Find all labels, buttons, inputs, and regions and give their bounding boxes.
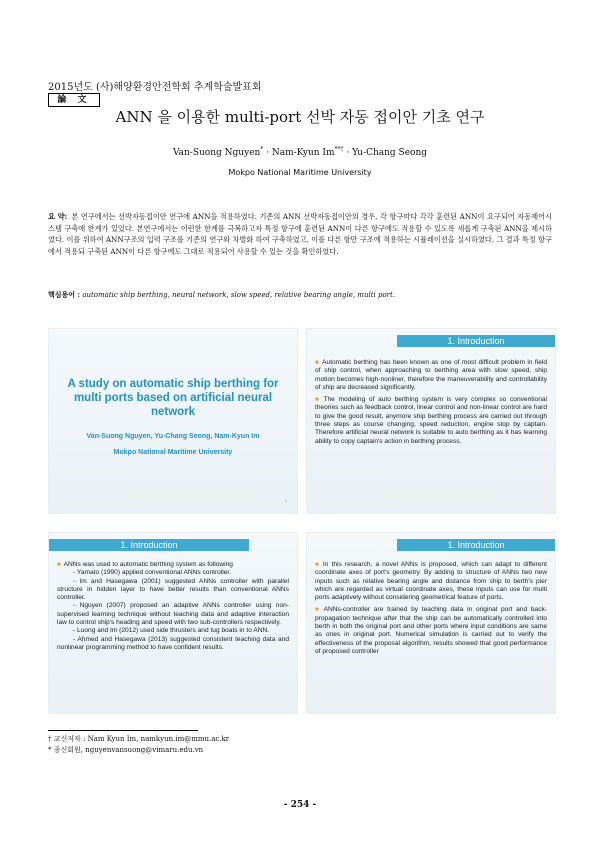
abstract-label: 요 약:: [48, 212, 68, 221]
author-3: Yu-Chang Seong: [352, 148, 428, 158]
slide-introduction-3: [306, 532, 556, 714]
slide-body: [315, 561, 547, 660]
affiliation: Mokpo National Maritime University: [228, 168, 372, 177]
author-sep-1: ·: [263, 148, 272, 158]
slide-heading: 1. Introduction: [397, 539, 555, 551]
slide-subitem: - Luong and Im (2012) used side thrusters and tug boats in to ANN.: [73, 627, 270, 635]
author-sep-2: ·: [343, 148, 353, 158]
slide-subitem: - Ahmed and Hasegawa (2013) suggested consistent teaching data and nonlinear programming method to have confident results.: [57, 635, 289, 651]
keywords: [48, 290, 552, 300]
footnote-corresponding: † 교신저자 : Nam Kyun Im, namkyun.im@mmu.ac.kr: [48, 735, 230, 743]
slide-introduction-2: [48, 532, 298, 714]
slide-subitem: - Yamato (1990) applied conventional ANNs controller.: [73, 569, 232, 577]
slide-subitem: - Nguyen (2007) proposed an adaptive ANNs controller using non-supervised learning technique without teaching data and adaptive interaction law to control ship's heading and speed with two sub-controllers respectively.: [57, 602, 289, 627]
paper-title: ANN 을 이용한 multi-port 선박 자동 접이안 기초 연구: [115, 108, 485, 126]
abstract: [48, 211, 552, 257]
slide-paragraph: ANNs-controller are trained by teaching data in original port and back-propagation technique after that the ship can be automatically controlled into berth in both the original port and other ports where input conditions are same as ones in original port. Numerical simulation is carried out to verify the effectiveness of the proposal algorithm, results showed that good performance of proposed controller: [315, 606, 548, 655]
slide-page-number: 1: [284, 498, 287, 503]
paper-type-tag: 論 文: [48, 93, 100, 107]
keywords-label: 핵심용어 :: [48, 290, 81, 299]
slide-title-text: A study on automatic ship berthing for multi ports based on artificial neural network: [67, 378, 279, 418]
footnote-divider: [48, 730, 198, 731]
bullet-icon: ■: [315, 397, 321, 404]
author-line: [0, 146, 600, 158]
author-2-mark: **†: [334, 146, 344, 153]
slide-title-authors: Van-Suong Nguyen, Yu-Chang Seong, Nam-Kyun Im: [86, 433, 260, 440]
slide-body: [57, 561, 289, 652]
bullet-icon: ■: [315, 360, 320, 366]
slide-paragraph: ANNs was used to automatic berthing system as following: [63, 561, 233, 568]
slide-title-affiliation: Mokpo National Maritime University: [113, 449, 233, 456]
page-number: - 254 -: [283, 800, 317, 810]
slide-paragraph: Automatic berthing has been known as one of most difficult problem in field of ship control, when approaching to berthing area with slow speed, ship motion becomes high-nonliner, therefore the maneuverability and controllability of ship are decreased significantly.: [315, 359, 547, 391]
keywords-text: automatic ship berthing, neural network, slow speed, relative bearing angle, multi port.: [82, 291, 396, 299]
bullet-icon: ■: [57, 562, 61, 568]
bullet-icon: ■: [315, 607, 321, 614]
slide-paragraph: The modeling of auto berthing system is very complex so conventional theories such as feedback control, linear control and non-linear control are hard to give the good result, anymore ship berthing process are carried out through three steps as course changing, speed reduction, engine stop by captain. Therefore artificial neural network is suitable to auto berthing as it has learning ability to copy captain's action in berthing process.: [315, 396, 548, 445]
conference-header: 2015년도 (사)해양환경안전학회 추계학술발표회: [48, 82, 262, 93]
author-2: Nam-Kyun Im: [271, 148, 335, 158]
abstract-text: 본 연구에서는 선박자동접이안 연구에 ANN을 적용하였다. 기존의 ANN 선박자동접이안의 경우, 각 항구마다 각각 훈련된 ANN이 요구되어 자동제어시스템 구축에 한계가 있었다. 본연구에서는 이런한 한계를 극복하고자 특정 항구에 훈련된 ANN이 다른 항구에도 적용할 수 있도록 새롭게 구축된 ANN을 제시하였다. 이를 위하여 ANN구조의 입력 구조를 기존의 연구와 차별화 하여 구축하였고, 이를 다른 항만 구조에 적용하는 시뮬레이션을 실시하였다. 그 결과 특정 항구에서 적용되 구축된 ANN이 다른 항구에도 그대로 적용되어 사용할 수 있는 것을 확인하였다.: [48, 212, 553, 256]
slide-subitem: - Im and Hasegawa (2001) suggested ANNs controller with parallel structure in hidden layer to have better results than conventional ANNs controller.: [57, 577, 289, 602]
slide-body: [315, 359, 547, 450]
slide-introduction-1: [306, 328, 556, 514]
slide-title: [48, 328, 298, 514]
slide-heading: 1. Introduction: [49, 539, 249, 551]
slide-paragraph: In this research, a novel ANNs is proposed, which can adapt to different coordinate axes of port's geometry. By adding to structure of ANNs two new inputs such as relative bearing angle and distance from ship to berth's pier which are regarded as virtual coordinate axes, these inputs can use for multi ports adaptively without considering geometrical feature of ports.: [315, 561, 547, 602]
slide-heading: 1. Introduction: [397, 335, 555, 347]
bullet-icon: ■: [315, 562, 320, 568]
author-1: Van-Suong Nguyen: [172, 148, 261, 158]
author-1-mark: *: [260, 146, 264, 153]
footnote-member: * 종신회원, nguyenvansuong@vimaru.edu.vn: [48, 746, 204, 754]
